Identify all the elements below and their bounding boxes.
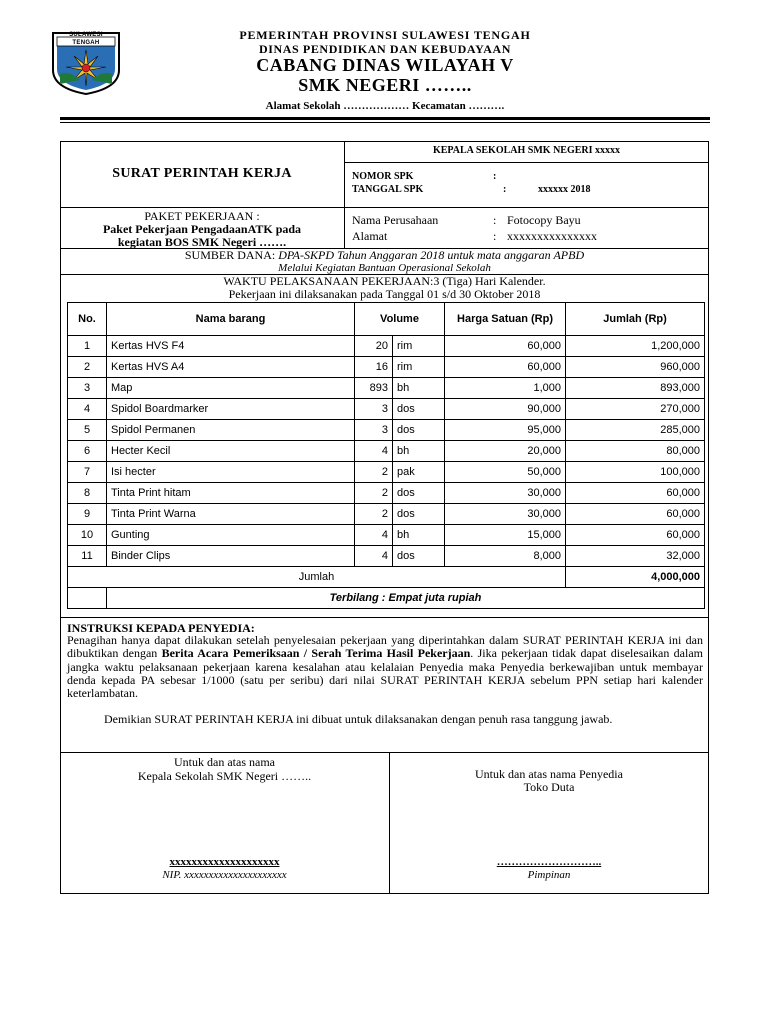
table-row	[68, 336, 705, 357]
alamat-label: Alamat	[352, 229, 388, 243]
cell-qty: 3	[355, 399, 393, 420]
tanggal-separator: :	[503, 184, 507, 195]
paket-line1: Paket Pekerjaan PengadaanATK pada	[102, 222, 302, 236]
cell-no: 7	[68, 462, 107, 483]
waktu-line2: Pekerjaan ini dilaksanakan pada Tanggal 01 s/d 30 Oktober 2018	[228, 287, 541, 301]
table-row	[68, 546, 705, 567]
instruksi-p1: Penagihan hanya dapat dilakukan setelah penyelesaian pekerjaan yang diperintahkan dalam SURAT PERINTAH KERJA ini dan dibuktikan dengan	[67, 633, 703, 661]
cell-qty: 2	[355, 483, 393, 504]
cell-jumlah: 32,000	[566, 546, 705, 567]
cell-jumlah: 270,000	[566, 399, 705, 420]
total-value: 4,000,000	[566, 567, 705, 588]
sign-right-role: Pimpinan	[527, 869, 571, 881]
cell-harga: 30,000	[445, 504, 566, 525]
instruksi-paragraph	[67, 634, 703, 700]
table-row	[68, 483, 705, 504]
table-row	[68, 357, 705, 378]
cell-qty: 4	[355, 441, 393, 462]
nomor-separator: :	[493, 171, 497, 182]
spk-issuer: KEPALA SEKOLAH SMK NEGERI xxxxx	[432, 145, 621, 156]
cell-qty: 20	[355, 336, 393, 357]
instruksi-p1-bold: Berita Acara Pemeriksaan / Serah Terima Hasil Pekerjaan	[161, 646, 471, 661]
perusahaan-label: Nama Perusahaan	[352, 213, 439, 227]
cell-nama: Kertas HVS A4	[107, 357, 355, 378]
cell-unit: dos	[393, 399, 445, 420]
cell-harga: 1,000	[445, 378, 566, 399]
cell-harga: 95,000	[445, 420, 566, 441]
cell-nama: Hecter Kecil	[107, 441, 355, 462]
cell-nama: Spidol Permanen	[107, 420, 355, 441]
spk-title: SURAT PERINTAH KERJA	[112, 166, 292, 181]
cell-unit: dos	[393, 546, 445, 567]
cell-harga: 15,000	[445, 525, 566, 546]
header-harga: Harga Satuan (Rp)	[445, 303, 566, 336]
cell-no: 9	[68, 504, 107, 525]
cell-nama: Tinta Print hitam	[107, 483, 355, 504]
sign-right-line1: Untuk dan atas nama Penyedia	[475, 767, 623, 781]
table-row	[68, 378, 705, 399]
total-row	[68, 567, 705, 588]
cell-nama: Kertas HVS F4	[107, 336, 355, 357]
sign-left-line1: Untuk dan atas nama	[174, 755, 275, 769]
cell-harga: 60,000	[445, 336, 566, 357]
instruksi-p1-end: . Jika pekerjaan tidak dapat diselesaikan dalam jangka waktu pelaksanaan pekerjaan karena kesalahan atau kelalaian Penyedia maka Penyedia berkewajiban untuk membayar denda kepada PA sebesar 1/1000 (satu per seribu) dari nilai SURAT PERINTAH KERJA sebelum PPN setiap hari kalender keterlambatan.	[67, 646, 703, 701]
cell-unit: dos	[393, 420, 445, 441]
header-government: PEMERINTAH PROVINSI SULAWESI TENGAH	[239, 28, 531, 42]
divider	[60, 752, 709, 753]
cell-unit: rim	[393, 357, 445, 378]
cell-jumlah: 60,000	[566, 525, 705, 546]
cell-jumlah: 100,000	[566, 462, 705, 483]
header-jumlah: Jumlah (Rp)	[566, 303, 705, 336]
table-row	[68, 462, 705, 483]
terbilang-text: Terbilang : Empat juta rupiah	[107, 588, 705, 609]
cell-unit: bh	[393, 378, 445, 399]
cell-unit: pak	[393, 462, 445, 483]
header-rule-thin	[60, 122, 710, 123]
header-branch: CABANG DINAS WILAYAH V	[256, 55, 514, 75]
waktu-line1: WAKTU PELAKSANAAN PEKERJAAN:3 (Tiga) Hari Kalender.	[223, 274, 546, 288]
cell-harga: 60,000	[445, 357, 566, 378]
tanggal-label: TANGGAL SPK	[352, 184, 424, 195]
sign-right-line2: Toko Duta	[523, 780, 575, 794]
cell-harga: 8,000	[445, 546, 566, 567]
emblem-label: SULAWESI TENGAH	[69, 32, 103, 46]
header-no: No.	[68, 303, 107, 336]
cell-nama: Tinta Print Warna	[107, 504, 355, 525]
divider	[60, 617, 709, 618]
perusahaan-separator: :	[493, 213, 497, 227]
closing-statement: Demikian SURAT PERINTAH KERJA ini dibuat untuk dilaksanakan dengan penuh rasa tanggung jawab.	[104, 712, 613, 726]
items-table	[67, 302, 705, 609]
cell-no: 5	[68, 420, 107, 441]
table-row	[68, 399, 705, 420]
table-row	[68, 525, 705, 546]
cell-no: 8	[68, 483, 107, 504]
cell-nama: Gunting	[107, 525, 355, 546]
cell-nama: Spidol Boardmarker	[107, 399, 355, 420]
cell-nama: Binder Clips	[107, 546, 355, 567]
table-row	[68, 420, 705, 441]
sign-left-line2: Kepala Sekolah SMK Negeri ……..	[137, 769, 312, 783]
divider	[344, 141, 345, 249]
cell-no: 6	[68, 441, 107, 462]
cell-nama: Isi hecter	[107, 462, 355, 483]
sumber-line2: Melalui Kegiatan Bantuan Operasional Sekolah	[278, 262, 491, 274]
cell-no: 1	[68, 336, 107, 357]
total-label: Jumlah	[68, 567, 566, 588]
cell-jumlah: 1,200,000	[566, 336, 705, 357]
terbilang-spacer	[68, 588, 107, 609]
table-row	[68, 441, 705, 462]
paket-label: PAKET PEKERJAAN :	[144, 209, 260, 223]
cell-no: 11	[68, 546, 107, 567]
tanggal-value: xxxxxx 2018	[538, 184, 591, 195]
table-header-row	[68, 303, 705, 336]
cell-qty: 4	[355, 525, 393, 546]
cell-unit: dos	[393, 483, 445, 504]
cell-no: 3	[68, 378, 107, 399]
cell-jumlah: 60,000	[566, 483, 705, 504]
alamat-value: xxxxxxxxxxxxxxx	[507, 229, 597, 243]
sumber-value: DPA-SKPD Tahun Anggaran 2018 untuk mata anggaran APBD	[278, 248, 585, 262]
cell-qty: 893	[355, 378, 393, 399]
cell-jumlah: 80,000	[566, 441, 705, 462]
nomor-label: NOMOR SPK	[352, 171, 414, 182]
cell-harga: 30,000	[445, 483, 566, 504]
header-address: Alamat Sekolah ……………… Kecamatan ……….	[265, 100, 505, 112]
sumber-dana	[60, 249, 709, 262]
divider	[60, 207, 709, 208]
table-row	[68, 504, 705, 525]
perusahaan-value: Fotocopy Bayu	[507, 213, 581, 227]
cell-harga: 50,000	[445, 462, 566, 483]
cell-nama: Map	[107, 378, 355, 399]
cell-qty: 16	[355, 357, 393, 378]
terbilang-row	[68, 588, 705, 609]
sign-left-nip: NIP. xxxxxxxxxxxxxxxxxxxxx	[162, 869, 287, 881]
cell-jumlah: 893,000	[566, 378, 705, 399]
cell-qty: 2	[355, 462, 393, 483]
cell-jumlah: 60,000	[566, 504, 705, 525]
cell-jumlah: 285,000	[566, 420, 705, 441]
cell-harga: 90,000	[445, 399, 566, 420]
cell-unit: bh	[393, 525, 445, 546]
header-nama: Nama barang	[107, 303, 355, 336]
sign-left-name: xxxxxxxxxxxxxxxxxxxx	[169, 856, 280, 868]
sumber-label: SUMBER DANA:	[184, 248, 276, 262]
cell-no: 4	[68, 399, 107, 420]
cell-qty: 2	[355, 504, 393, 525]
divider	[344, 162, 709, 163]
cell-harga: 20,000	[445, 441, 566, 462]
instruksi-title: INSTRUKSI KEPADA PENYEDIA:	[67, 621, 255, 635]
cell-unit: dos	[393, 504, 445, 525]
header-department: DINAS PENDIDIKAN DAN KEBUDAYAAN	[258, 42, 512, 56]
sign-right-name: ………………………..	[496, 856, 602, 868]
cell-no: 2	[68, 357, 107, 378]
cell-qty: 4	[355, 546, 393, 567]
cell-jumlah: 960,000	[566, 357, 705, 378]
cell-no: 10	[68, 525, 107, 546]
cell-qty: 3	[355, 420, 393, 441]
cell-unit: rim	[393, 336, 445, 357]
header-rule-thick	[60, 117, 710, 120]
header-school: SMK NEGERI ……..	[298, 75, 472, 95]
header-volume: Volume	[355, 303, 445, 336]
alamat-separator: :	[493, 229, 497, 243]
cell-unit: bh	[393, 441, 445, 462]
paket-line2: kegiatan BOS SMK Negeri …….	[117, 235, 287, 249]
